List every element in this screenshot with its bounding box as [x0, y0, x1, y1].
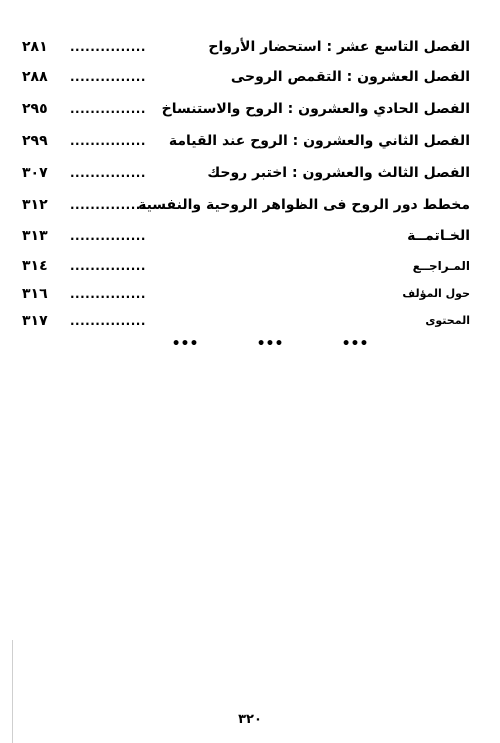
toc-leader: ...............: [70, 198, 146, 212]
section-separator: [170, 336, 370, 352]
toc-entry-title: حول المؤلف: [402, 287, 470, 300]
toc-entry: [22, 160, 470, 186]
toc-leader: ...............: [70, 287, 146, 301]
toc-entry-title: الفصل الثالث والعشرون : اختبر روحك: [207, 165, 470, 181]
toc-leader: ...............: [70, 166, 146, 180]
toc-leader: ...............: [70, 314, 146, 328]
toc-entry-title: الفصل الثاني والعشرون : الروح عند القيامة: [168, 133, 470, 149]
toc-entry-page: ٣١٢: [22, 197, 48, 213]
toc-entry-page: ٣١٣: [22, 228, 48, 244]
toc-leader: ...............: [70, 40, 146, 54]
toc-entry-title: الفصل العشرون : التقمص الروحى: [230, 69, 470, 85]
toc-leader: ...............: [70, 229, 146, 243]
toc-entry: [22, 64, 470, 90]
toc-entry: [22, 253, 470, 279]
scan-edge-line: [12, 640, 13, 743]
toc-entry-page: ٢٩٥: [22, 101, 48, 117]
toc-entry: [22, 192, 470, 218]
toc-entry: [22, 96, 470, 122]
toc-entry: [22, 308, 470, 334]
toc-entry-title: الفصل الحادي والعشرون : الروح والاستنساخ: [161, 101, 470, 117]
toc-entry-page: ٣١٧: [22, 313, 48, 329]
toc-entry-page: ٣١٦: [22, 286, 48, 302]
toc-leader: ...............: [70, 259, 146, 273]
toc-entry-title: مخطط دور الروح فى الظواهر الروحية والنفسية: [138, 197, 470, 213]
toc-leader: ...............: [70, 102, 146, 116]
toc-entry-page: ٣١٤: [22, 258, 48, 274]
toc-entry-page: ٢٨٨: [22, 69, 48, 85]
toc-entry: [22, 281, 470, 307]
separator-dots: •••: [341, 336, 369, 352]
toc-entry-page: ٢٩٩: [22, 133, 48, 149]
toc-entry-page: ٣٠٧: [22, 165, 48, 181]
toc-entry-title: الفصل التاسع عشر : استحضار الأرواح: [208, 39, 470, 55]
toc-leader: ...............: [70, 134, 146, 148]
toc-entry-title: الخـاتمــة: [407, 228, 470, 244]
toc-entry: [22, 223, 470, 249]
page-number: ٣٢٠: [238, 712, 262, 727]
toc-entry-title: المحتوى: [425, 314, 470, 327]
toc-leader: ...............: [70, 70, 146, 84]
toc-entry-page: ٢٨١: [22, 39, 48, 55]
toc-entry: [22, 34, 470, 60]
separator-dots: •••: [171, 336, 199, 352]
separator-dots: •••: [256, 336, 284, 352]
toc-entry-title: المـراجــع: [412, 259, 470, 273]
toc-entry: [22, 128, 470, 154]
